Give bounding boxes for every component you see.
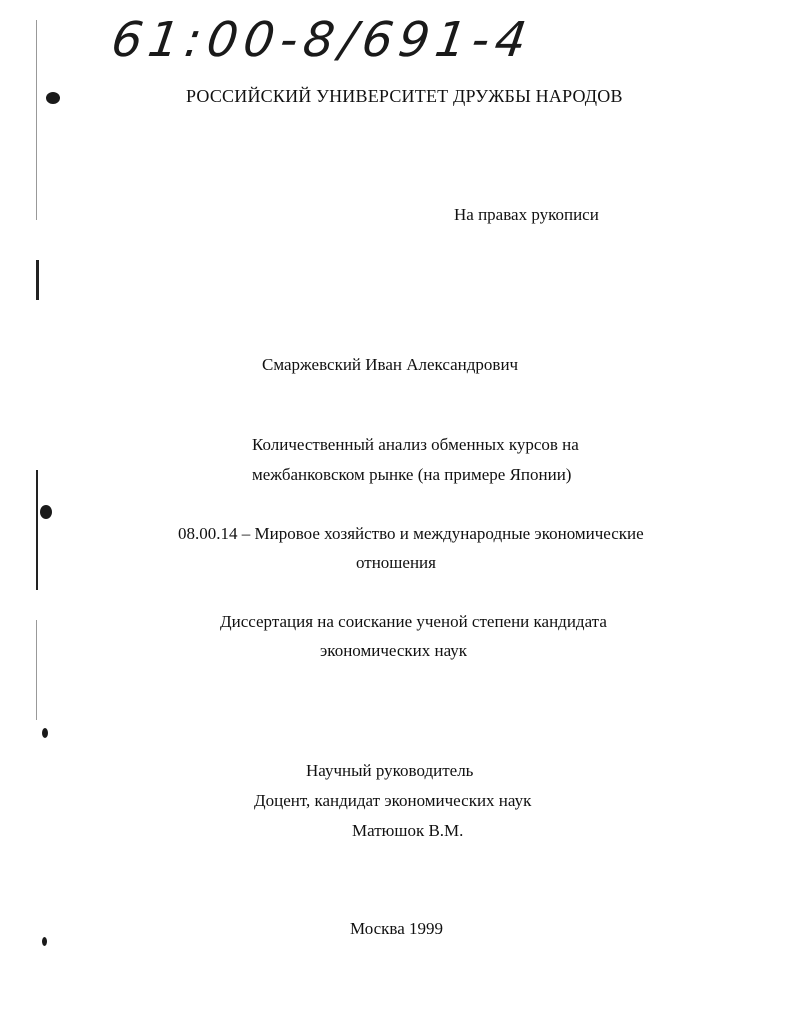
thesis-title-line-1: Количественный анализ обменных курсов на bbox=[252, 435, 579, 454]
author-name: Смаржевский Иван Александрович bbox=[262, 355, 519, 374]
supervisor-name: Матюшок В.М. bbox=[352, 821, 464, 840]
specialty-line-1: 08.00.14 – Мировое хозяйство и международные экономические bbox=[178, 524, 644, 543]
scan-speck bbox=[42, 937, 47, 946]
supervisor-label: Научный руководитель bbox=[306, 761, 474, 780]
scan-edge-mark bbox=[36, 620, 37, 720]
scan-speck bbox=[42, 728, 48, 738]
university-name: РОССИЙСКИЙ УНИВЕРСИТЕТ ДРУЖБЫ НАРОДОВ bbox=[186, 86, 623, 106]
archive-number-handwritten: 61:00-8/691-4 bbox=[108, 12, 536, 68]
manuscript-rights-note: На правах рукописи bbox=[454, 205, 599, 224]
city-year: Москва 1999 bbox=[350, 919, 444, 938]
scan-speck bbox=[46, 92, 60, 104]
specialty-line-2: отношения bbox=[356, 553, 436, 572]
supervisor-title: Доцент, кандидат экономических наук bbox=[254, 791, 532, 810]
scan-edge-mark bbox=[36, 260, 39, 300]
degree-line-2: экономических наук bbox=[320, 641, 468, 660]
degree-line-1: Диссертация на соискание ученой степени кандидата bbox=[220, 612, 607, 631]
scan-edge-mark bbox=[36, 20, 37, 220]
scan-edge-mark bbox=[36, 470, 38, 590]
scan-speck bbox=[40, 505, 52, 519]
thesis-title-line-2: межбанковском рынке (на примере Японии) bbox=[252, 465, 572, 484]
